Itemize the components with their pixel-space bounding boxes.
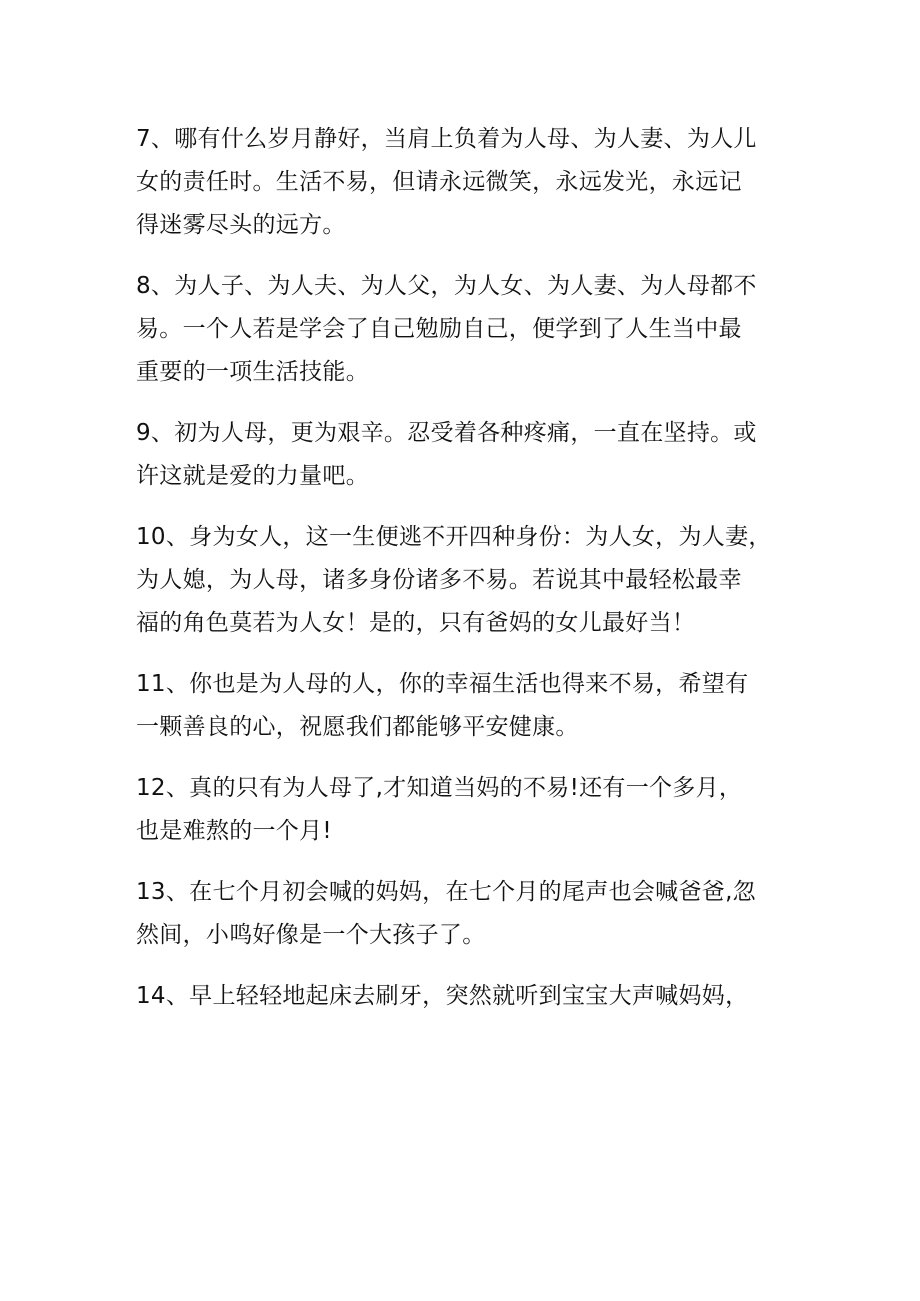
text-line: 7、哪有什么岁月静好，当肩上负着为人母、为人妻、为人儿 — [136, 126, 757, 152]
paragraph-11 — [136, 663, 788, 749]
text-line: 13、在七个月初会喊的妈妈，在七个月的尾声也会喊爸爸,忽 — [136, 879, 756, 905]
text-line: 许这就是爱的力量吧。 — [136, 463, 369, 489]
text-line: 8、为人子、为人夫、为人父，为人女、为人妻、为人母都不 — [136, 273, 757, 299]
text-line: 14、早上轻轻地起床去刷牙，突然就听到宝宝大声喊妈妈， — [136, 983, 749, 1009]
text-line: 也是难熬的一个月! — [136, 818, 332, 844]
text-line: 重要的一项生活技能。 — [136, 359, 369, 385]
text-line: 12、真的只有为人母了,才知道当妈的不易!还有一个多月， — [136, 775, 743, 801]
text-line: 11、你也是为人母的人，你的幸福生活也得来不易，希望有 — [136, 671, 749, 697]
text-line: 易。一个人若是学会了自己勉励自己，便学到了人生当中最 — [136, 316, 742, 342]
paragraph-9 — [136, 412, 788, 498]
paragraph-14 — [136, 975, 788, 1018]
paragraph-10 — [136, 516, 788, 645]
document-body — [136, 118, 788, 1036]
text-line: 福的角色莫若为人女！是的，只有爸妈的女儿最好当！ — [136, 610, 696, 636]
paragraph-12 — [136, 767, 788, 853]
text-line: 得迷雾尽头的远方。 — [136, 212, 346, 238]
text-line: 然间，小鸣好像是一个大孩子了。 — [136, 922, 486, 948]
text-line: 为人媳，为人母，诸多身份诸多不易。若说其中最轻松最幸 — [136, 567, 742, 593]
text-line: 9、初为人母，更为艰辛。忍受着各种疼痛，一直在坚持。或 — [136, 420, 757, 446]
text-line: 10、身为女人，这一生便逃不开四种身份：为人女，为人妻， — [136, 524, 772, 550]
text-line: 女的责任时。生活不易，但请永远微笑，永远发光，永远记 — [136, 169, 742, 195]
paragraph-7 — [136, 118, 788, 247]
paragraph-8 — [136, 265, 788, 394]
paragraph-13 — [136, 871, 788, 957]
text-line: 一颗善良的心，祝愿我们都能够平安健康。 — [136, 714, 579, 740]
